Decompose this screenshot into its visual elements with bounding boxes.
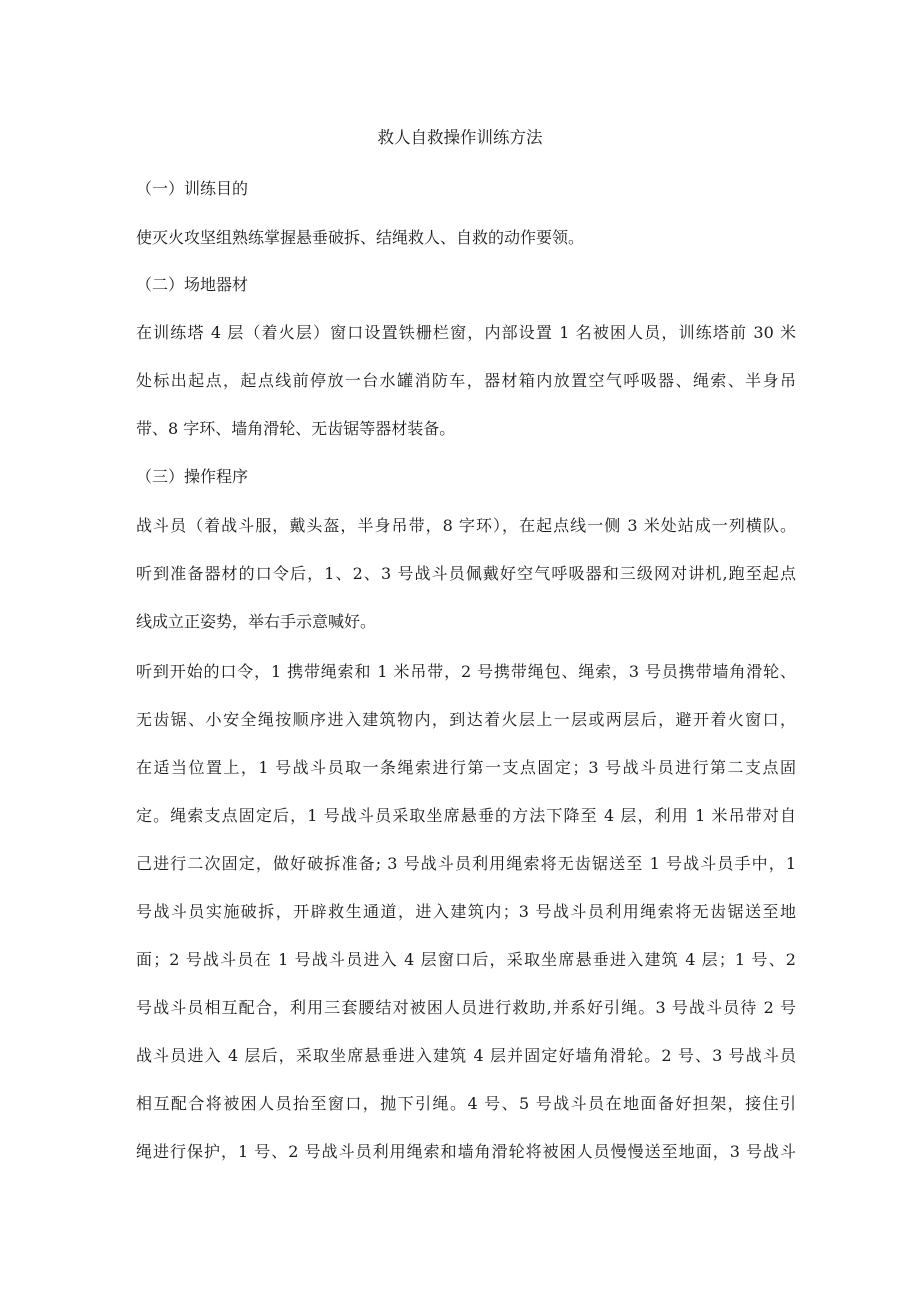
document-title: 救人自救操作训练方法 bbox=[377, 128, 543, 147]
paragraph-line: 在训练塔 4 层（着火层）窗口设置铁栅栏窗，内部设置 1 名被困人员，训练塔前 30 米 bbox=[136, 323, 796, 342]
section-heading-equipment: （二）场地器材 bbox=[136, 275, 249, 294]
paragraph-line: 面；2 号战斗员在 1 号战斗员进入 4 层窗口后，采取坐席悬垂进入建筑 4 层；1 号、2 bbox=[136, 950, 796, 969]
paragraph-line: 在适当位置上，1 号战斗员取一条绳索进行第一支点固定；3 号战斗员进行第二支点固 bbox=[136, 758, 796, 777]
section-heading-purpose: （一）训练目的 bbox=[136, 179, 249, 198]
paragraph-line: 使灭火攻坚组熟练掌握悬垂破拆、结绳救人、自救的动作要领。 bbox=[136, 228, 585, 247]
paragraph-line: 号战斗员实施破拆，开辟救生通道，进入建筑内；3 号战斗员利用绳索将无齿锯送至地 bbox=[136, 902, 796, 921]
paragraph-line: 带、8 字环、墙角滑轮、无齿锯等器材装备。 bbox=[136, 419, 456, 438]
paragraph-line: 处标出起点，起点线前停放一台水罐消防车，器材箱内放置空气呼吸器、绳索、半身吊 bbox=[136, 371, 796, 390]
paragraph-line: 战斗员进入 4 层后，采取坐席悬垂进入建筑 4 层并固定好墙角滑轮。2 号、3 号战斗员 bbox=[136, 1046, 796, 1065]
paragraph-line: 战斗员（着战斗服，戴头盔，半身吊带，8 字环），在起点线一侧 3 米处站成一列横队。 bbox=[136, 516, 796, 535]
paragraph-line: 听到准备器材的口令后，1、2、3 号战斗员佩戴好空气呼吸器和三级网对讲机,跑至起点 bbox=[136, 564, 796, 583]
paragraph-line: 听到开始的口令，1 携带绳索和 1 米吊带，2 号携带绳包、绳索，3 号员携带墙角滑轮、 bbox=[136, 662, 796, 681]
paragraph-line: 己进行二次固定，做好破拆准备; 3 号战斗员利用绳索将无齿锯送至 1 号战斗员手中，1 bbox=[136, 854, 796, 873]
section-heading-procedure: （三）操作程序 bbox=[136, 467, 249, 486]
paragraph-line: 绳进行保护，1 号、2 号战斗员利用绳索和墙角滑轮将被困人员慢慢送至地面，3 号战斗 bbox=[136, 1142, 796, 1161]
paragraph-line: 相互配合将被困人员抬至窗口，抛下引绳。4 号、5 号战斗员在地面备好担架，接住引 bbox=[136, 1094, 796, 1113]
paragraph-line: 定。绳索支点固定后，1 号战斗员采取坐席悬垂的方法下降至 4 层，利用 1 米吊带对自 bbox=[136, 806, 796, 825]
paragraph-line: 无齿锯、小安全绳按顺序进入建筑物内，到达着火层上一层或两层后，避开着火窗口， bbox=[136, 710, 796, 729]
paragraph-line: 号战斗员相互配合，利用三套腰结对被困人员进行救助,并系好引绳。3 号战斗员待 2 号 bbox=[136, 998, 796, 1017]
paragraph-line: 线成立正姿势，举右手示意喊好。 bbox=[136, 612, 377, 631]
